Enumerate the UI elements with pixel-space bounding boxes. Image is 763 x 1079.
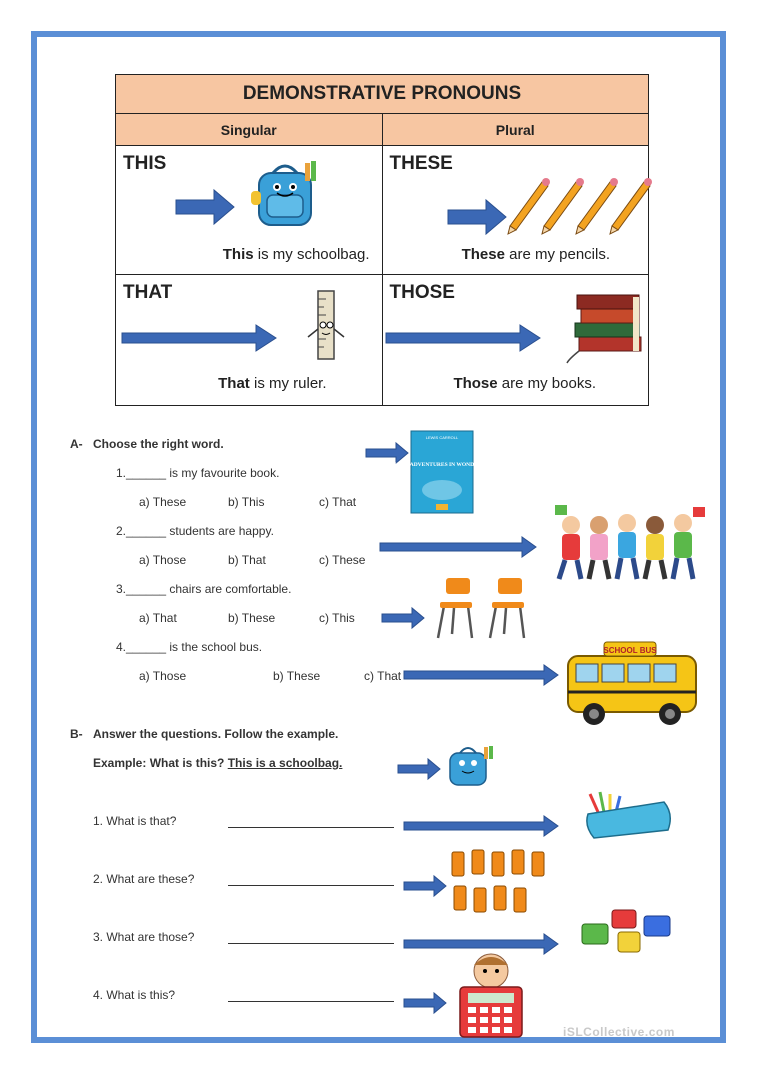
option[interactable]: b) These (228, 611, 276, 625)
option[interactable]: c) That (364, 669, 402, 683)
book-title: ALICE'S ADVENTURES IN WONDERLAND (386, 462, 498, 468)
col-plural: Plural (382, 114, 649, 146)
section-b-label: B- (70, 727, 83, 741)
arrow-icon (404, 816, 562, 836)
question-a1: 1.______ is my favourite book. (116, 466, 280, 480)
option[interactable]: a) These (139, 495, 187, 509)
arrow-icon (448, 200, 508, 234)
word-this: THIS (123, 153, 167, 174)
option[interactable]: c) These (319, 553, 366, 567)
boy-calculator-icon (454, 951, 528, 1041)
arrow-icon (366, 443, 410, 463)
watermark: iSLCollective.com (563, 1025, 675, 1039)
ruler-icon (306, 289, 346, 361)
sharpeners-icon (578, 904, 676, 958)
option[interactable]: a) Those (139, 553, 187, 567)
arrow-icon (382, 608, 426, 628)
cell-this (116, 146, 383, 275)
students-icon (553, 503, 707, 583)
table-title: DEMONSTRATIVE PRONOUNS (116, 75, 649, 114)
pronouns-table (115, 74, 649, 406)
word-that: THAT (123, 282, 173, 303)
arrow-icon (404, 876, 448, 896)
question-a3: 3.______ chairs are comfortable. (116, 582, 292, 596)
arrow-icon (386, 325, 542, 351)
option[interactable]: b) This (228, 495, 265, 509)
answer-line[interactable] (228, 827, 394, 828)
book-cover-icon (386, 430, 498, 514)
option[interactable]: b) These (273, 669, 321, 683)
school-bus-icon (564, 636, 702, 728)
answer-line[interactable] (228, 885, 394, 886)
arrow-icon (398, 759, 442, 779)
question-a4: 4.______ is the school bus. (116, 640, 263, 654)
chairs-icon (434, 576, 534, 640)
answer-line[interactable] (228, 1001, 394, 1002)
cell-those (382, 275, 649, 406)
option[interactable]: c) That (319, 495, 357, 509)
section-a-label: A- (70, 437, 83, 451)
option[interactable]: b) That (228, 553, 266, 567)
book-author: LEWIS CARROLL (425, 435, 459, 440)
arrow-icon (122, 325, 278, 351)
arrow-icon (380, 537, 540, 557)
option[interactable]: a) That (139, 611, 177, 625)
schoolbag-icon (249, 161, 329, 231)
section-a-instruction: Choose the right word. (93, 437, 224, 451)
arrow-icon (404, 993, 448, 1013)
sentence-these: These are my pencils. (461, 246, 610, 263)
col-singular: Singular (116, 114, 383, 146)
pencil-case-icon (584, 792, 676, 840)
section-b-instruction: Answer the questions. Follow the example. (93, 727, 339, 741)
books-icon (567, 289, 651, 363)
option[interactable]: a) Those (139, 669, 187, 683)
arrow-icon (176, 190, 236, 224)
question-b2: 2. What are these? (93, 872, 195, 886)
question-b1: 1. What is that? (93, 814, 177, 828)
sentence-that: That is my ruler. (218, 375, 327, 392)
cell-these (382, 146, 649, 275)
bus-sign: SCHOOL BUS (603, 646, 657, 655)
schoolbag-icon (444, 745, 498, 789)
sentence-this: This is my schoolbag. (222, 246, 370, 263)
cell-that (116, 275, 383, 406)
word-these: THESE (389, 153, 453, 174)
word-those: THOSE (389, 282, 455, 303)
question-b3: 3. What are those? (93, 930, 195, 944)
question-a2: 2.______ students are happy. (116, 524, 274, 538)
erasers-icon (450, 848, 546, 914)
example: Example: What is this? This is a schoolbag. (93, 756, 343, 770)
pencils-icon (508, 174, 658, 234)
arrow-icon (404, 665, 562, 685)
question-b4: 4. What is this? (93, 988, 176, 1002)
answer-line[interactable] (228, 943, 394, 944)
sentence-those: Those are my books. (453, 375, 596, 392)
option[interactable]: c) This (319, 611, 355, 625)
